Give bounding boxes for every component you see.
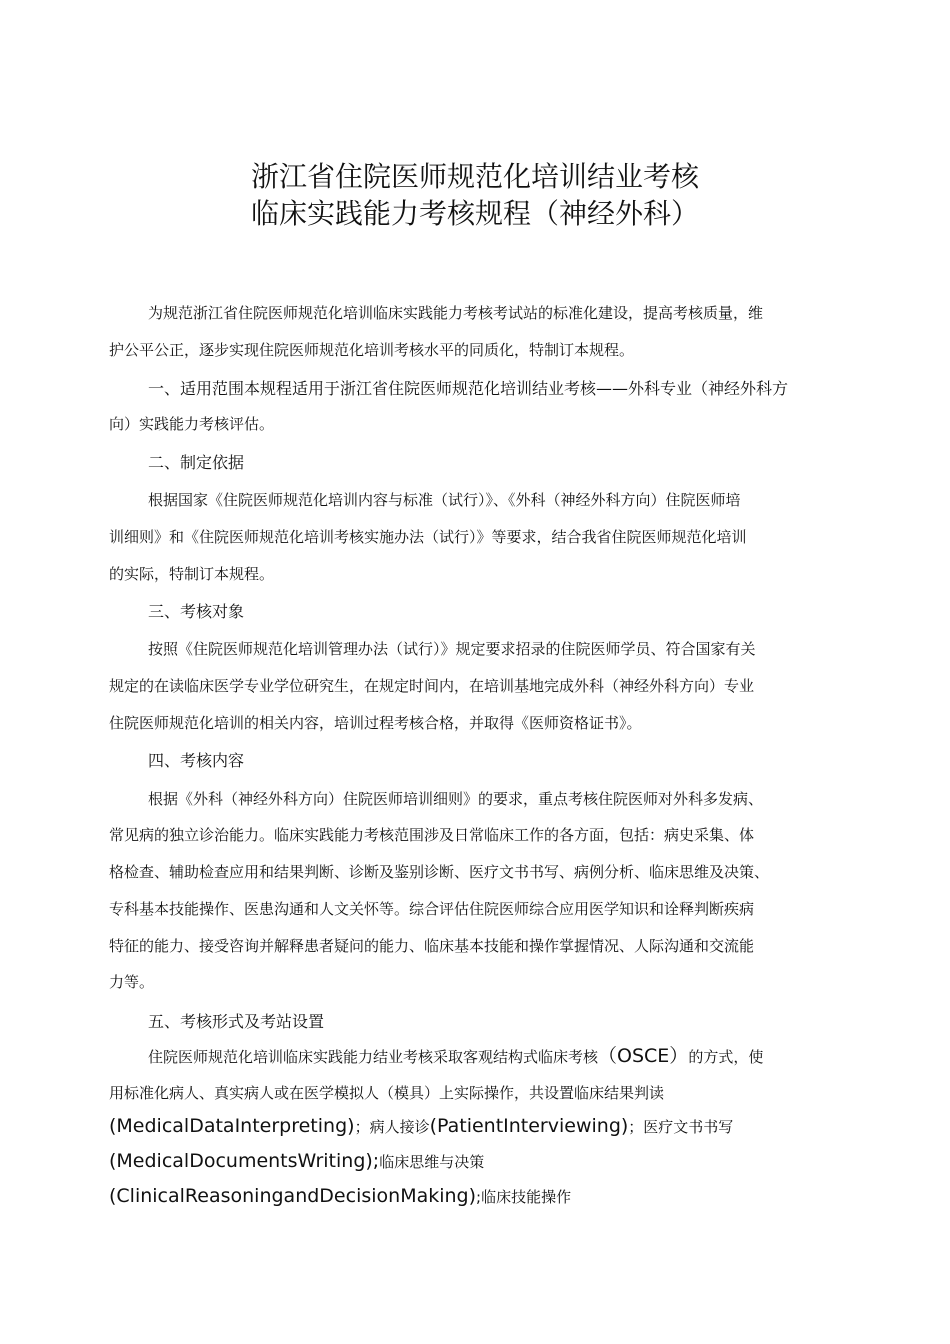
term-patient-interviewing: (PatientInterviewing) [429, 1115, 629, 1137]
section-3-line-2: 规定的在读临床医学专业学位研究生，在规定时间内，在培训基地完成外科（神经外科方向）专业 [109, 677, 755, 695]
section-5-line-4-text: 临床思维与决策 [379, 1153, 485, 1171]
section-1-line-2: 向）实践能力考核评估。 [109, 415, 275, 433]
section-5-line-4 [109, 1150, 849, 1173]
section-5-line-3-text-2: ；医疗文书书写 [628, 1118, 734, 1136]
section-4-line-2: 常见病的独立诊治能力。临床实践能力考核范围涉及日常临床工作的各方面，包括：病史采集、体 [109, 826, 755, 844]
section-5-line-3 [109, 1115, 849, 1138]
section-5-line-5-text: ;临床技能操作 [476, 1188, 572, 1206]
document-title-line-1: 浙江省住院医师规范化培训结业考核 [250, 160, 699, 193]
osce-term: （OSCE） [598, 1045, 689, 1067]
intro-line-1: 为规范浙江省住院医师规范化培训临床实践能力考核考试站的标准化建设，提高考核质量，维 [148, 304, 764, 322]
section-5-heading: 五、考核形式及考站设置 [148, 1012, 325, 1031]
section-4-line-5: 特征的能力、接受咨询并解释患者疑问的能力、临床基本技能和操作掌握情况、人际沟通和交流能 [109, 937, 755, 955]
section-4-line-3: 格检查、辅助检查应用和结果判断、诊断及鉴别诊断、医疗文书书写、病例分析、临床思维及决策、 [109, 863, 770, 881]
section-5-line-5 [109, 1185, 849, 1208]
section-2-line-1: 根据国家《住院医师规范化培训内容与标准（试行）》、《外科（神经外科方向）住院医师培 [148, 491, 741, 509]
term-clinical-reasoning: (ClinicalReasoningandDecisionMaking) [109, 1185, 477, 1207]
section-2-line-3: 的实际，特制订本规程。 [109, 565, 275, 583]
section-2-line-2: 训细则》和《住院医师规范化培训考核实施办法（试行）》等要求，结合我省住院医师规范化培训 [109, 528, 747, 546]
section-5-line-1 [148, 1045, 848, 1068]
document-title-line-2: 临床实践能力考核规程（神经外科） [250, 197, 699, 230]
intro-line-2: 护公平公正，逐步实现住院医师规范化培训考核水平的同质化，特制订本规程。 [109, 341, 635, 359]
section-4-line-4: 专科基本技能操作、医患沟通和人文关怀等。综合评估住院医师综合应用医学知识和诠释判断疾病 [109, 900, 755, 918]
section-3-line-3: 住院医师规范化培训的相关内容，培训过程考核合格，并取得《医师资格证书》。 [109, 714, 642, 732]
section-3-heading: 三、考核对象 [148, 602, 245, 621]
section-3-line-1: 按照《住院医师规范化培训管理办法（试行）》规定要求招录的住院医师学员、符合国家有关 [148, 640, 756, 658]
section-1-line-1: 一、适用范围本规程适用于浙江省住院医师规范化培训结业考核——外科专业（神经外科方 [148, 379, 789, 398]
section-5-line-3-text-1: ；病人接诊 [354, 1118, 430, 1136]
section-5-line-1-text: 住院医师规范化培训临床实践能力结业考核采取客观结构式临床考核 [148, 1048, 599, 1066]
section-4-line-6: 力等。 [109, 973, 155, 991]
section-2-heading: 二、制定依据 [148, 453, 245, 472]
section-4-line-1: 根据《外科（神经外科方向）住院医师培训细则》的要求，重点考核住院医师对外科多发病、 [148, 790, 764, 808]
term-medical-data-interpreting: (MedicalDataInterpreting) [109, 1115, 355, 1137]
section-4-heading: 四、考核内容 [148, 751, 245, 770]
section-5-line-1-end: 的方式，使 [688, 1048, 764, 1066]
term-medical-documents-writing: (MedicalDocumentsWriting); [109, 1150, 380, 1172]
section-5-line-2: 用标准化病人、真实病人或在医学模拟人（模具）上实际操作，共设置临床结果判读 [109, 1084, 665, 1102]
